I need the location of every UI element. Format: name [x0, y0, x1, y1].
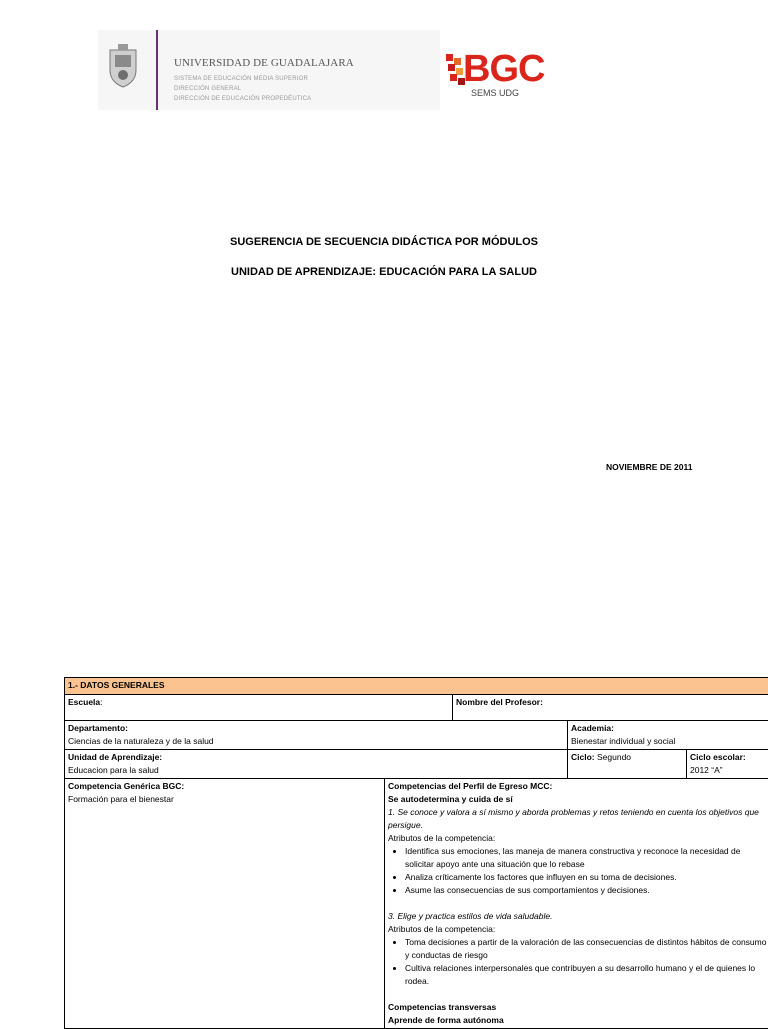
profesor-label: Nombre del Profesor:	[453, 695, 768, 721]
ciclo-escolar-value: 2012 “A”	[690, 764, 768, 777]
ciclo-split-cell	[568, 750, 768, 779]
departamento-label: Departamento:	[68, 722, 564, 735]
escuela-cell	[65, 695, 453, 721]
university-seal-icon	[106, 44, 140, 88]
academia-value: Bienestar individual y social	[571, 735, 768, 748]
unidad-value: Educacion para la salud	[68, 764, 564, 777]
competencia-1: 1. Se conoce y valora a sí mismo y aborda problemas y retos teniendo en cuenta los objetivos que persigue.	[388, 806, 768, 832]
document-title: SUGERENCIA DE SECUENCIA DIDÁCTICA POR MÓDULOS	[0, 236, 768, 248]
ciclo-cell	[568, 750, 687, 778]
section-header: 1.- DATOS GENERALES	[65, 678, 768, 695]
header-divider	[156, 30, 158, 110]
atributos-label: Atributos de la competencia:	[388, 923, 768, 936]
list-item: • Analiza críticamente los factores que influyen en su toma de decisiones.	[405, 871, 768, 884]
list-item: • Cultiva relaciones interpersonales que contribuyen a su desarrollo humano y el de quienes lo rodea.	[405, 962, 768, 988]
atributos-label: Atributos de la competencia:	[388, 832, 768, 845]
escuela-label: Escuela	[68, 697, 100, 707]
bgc-logo-text: BGC	[463, 50, 544, 88]
list-item: • Toma decisiones a partir de la valoración de las consecuencias de distintos hábitos de consumo y conductas de riesgo	[405, 936, 768, 962]
autodetermina-heading: Se autodetermina y cuida de sí	[388, 793, 768, 806]
atributos-list-1	[388, 845, 768, 897]
list-item: • Identifica sus emociones, las maneja de manera constructiva y reconoce la necesidad de solicitar apoyo ante una situación que lo rebase	[405, 845, 768, 871]
atributos-list-2	[388, 936, 768, 988]
perfil-egreso-cell	[385, 779, 768, 1029]
competencia-generica-value: Formación para el bienestar	[68, 793, 381, 806]
university-name: UNIVERSIDAD DE GUADALAJARA	[174, 57, 354, 69]
competencia-generica-label: Competencia Genérica BGC:	[68, 780, 381, 793]
university-subtitle: DIRECCIÓN GENERAL	[174, 86, 241, 92]
academia-cell	[568, 721, 768, 750]
ciclo-value: Segundo	[595, 752, 631, 762]
ciclo-escolar-cell	[687, 750, 768, 778]
unidad-cell	[65, 750, 568, 779]
competencia-3: 3. Elige y practica estilos de vida saludable.	[388, 910, 768, 923]
bgc-logo-subtitle: SEMS UDG	[471, 88, 519, 98]
departamento-value: Ciencias de la naturaleza y de la salud	[68, 735, 564, 748]
departamento-cell	[65, 721, 568, 750]
perfil-label: Competencias del Perfil de Egreso MCC:	[388, 780, 768, 793]
transversas-label: Competencias transversas	[388, 1001, 768, 1014]
document-date: NOVIEMBRE DE 2011	[606, 462, 692, 472]
university-subtitle: SISTEMA DE EDUCACIÓN MEDIA SUPERIOR	[174, 76, 308, 82]
escuela-colon: :	[100, 697, 102, 707]
university-subtitle: DIRECCIÓN DE EDUCACIÓN PROPEDÉUTICA	[174, 96, 311, 102]
list-item: • Asume las consecuencias de sus comportamientos y decisiones.	[405, 884, 768, 897]
ciclo-escolar-label: Ciclo escolar:	[690, 751, 768, 764]
autonoma-label: Aprende de forma autónoma	[388, 1014, 768, 1027]
ciclo-label: Ciclo:	[571, 752, 595, 762]
unidad-label: Unidad de Aprendizaje:	[68, 751, 564, 764]
academia-label: Academia:	[571, 722, 768, 735]
competencia-generica-cell	[65, 779, 385, 1029]
document-subtitle: UNIDAD DE APRENDIZAJE: EDUCACIÓN PARA LA SALUD	[0, 266, 768, 278]
general-data-table	[64, 677, 768, 1029]
